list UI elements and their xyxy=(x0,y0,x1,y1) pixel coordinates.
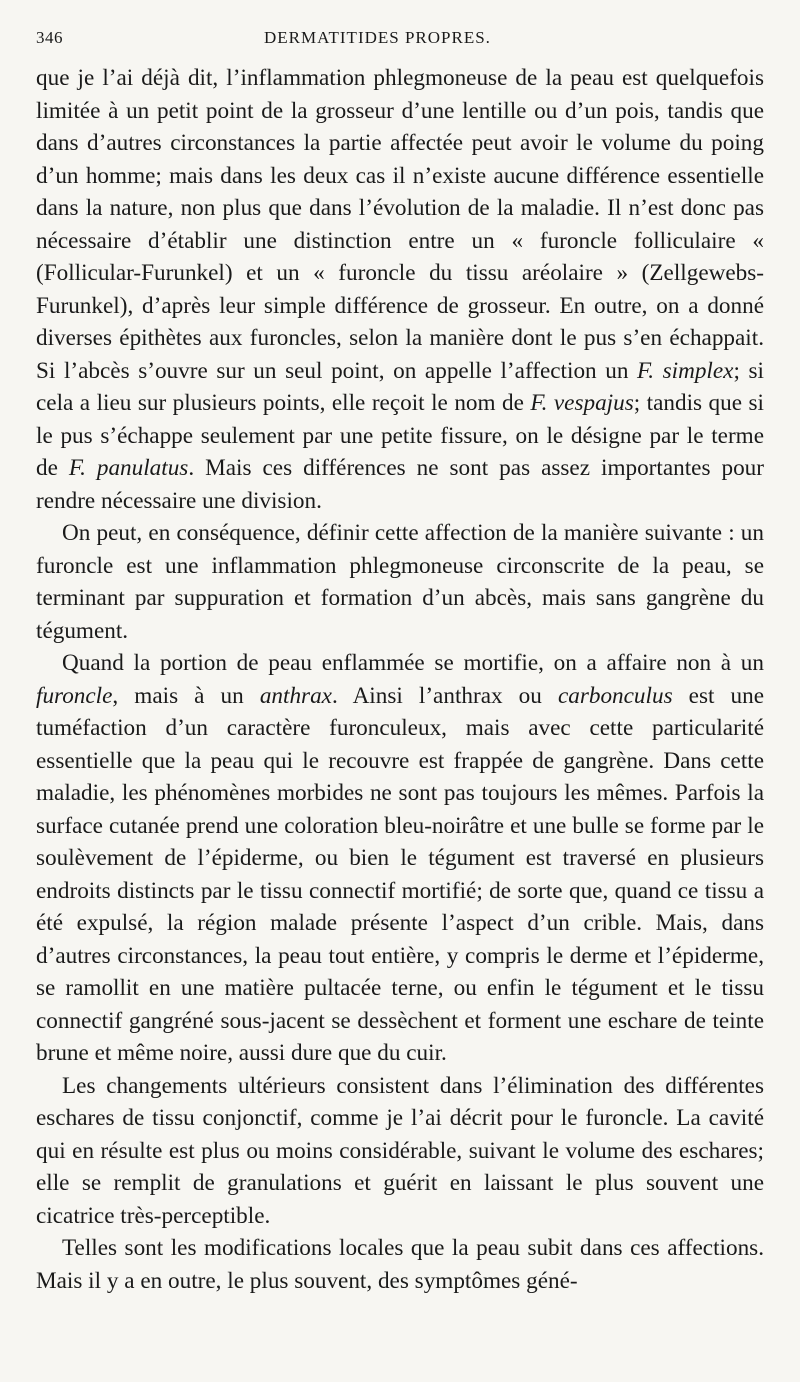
text-run: Les changements ultérieurs consistent dans l’élimination des différentes eschares de tissu conjonctif, comme je l’ai décrit pour le furoncle. La cavité qui en résulte est plus ou moins considérable, suivant le volume des eschares; elle se remplit de granulations et guérit en laissant le plus souvent une cicatrice très-perceptible. xyxy=(36,1072,764,1229)
italic-term: F. panulatus xyxy=(68,455,189,481)
running-head xyxy=(36,28,764,62)
text-run: . Mais ces différences ne sont pas assez importantes pour rendre nécessaire une division. xyxy=(36,455,764,514)
text-run: , mais à un xyxy=(112,682,260,709)
paragraph xyxy=(36,517,764,647)
italic-term: F. simplex xyxy=(637,357,734,384)
italic-term: furoncle xyxy=(36,682,113,709)
text-run: . Ainsi l’anthrax ou xyxy=(331,682,558,709)
text-run: Quand la portion de peau enflammée se mortifie, on a affaire non à un xyxy=(62,650,764,676)
paragraph xyxy=(36,1232,764,1297)
text-run: On peut, en conséquence, définir cette affection de la manière suivante : un furoncle est une inflammation phlegmoneuse circonscrite de la peau, se terminant par suppuration et formation d’un abcès, mais sans gangrène du tégument. xyxy=(36,520,764,644)
text-run: que je l’ai déjà dit, l’inflammation phlegmoneuse de la peau est quelquefois limitée à un petit point de la grosseur d’une lentille ou d’un pois, tandis que dans d’autres circonstances la partie affectée peut avoir le volume du poing d’un homme; mais dans les deux cas il n’existe aucune différence essentielle dans la nature, non plus que dans l’évolution de la maladie. Il n’est donc pas nécessaire d’établir une distinction entre un « furoncle folliculaire « (Follicular-Furunkel) et un « furoncle du tissu aréolaire » (Zellgewebs-Furunkel), d’après leur simple différence de grosseur. En outre, on a donné diverses épithètes aux furoncles, selon la manière dont le pus s’en échappait. Si l’abcès s’ouvre sur un seul point, on appelle l’affection un xyxy=(36,65,764,384)
text-run: ; tandis que si le pus s’échappe seulement par une petite fissure, on le désigne par le terme de xyxy=(36,390,764,481)
text-run: est une tuméfaction d’un caractère furonculeux, mais avec cette particularité essentielle que la peau qui le recouvre est frappée de gangrène. Dans cette maladie, les phénomènes morbides ne sont pas toujours les mêmes. Parfois la surface cutanée prend une coloration bleu-noirâtre et une bulle se forme par le soulèvement de l’épiderme, ou bien le tégument est traversé en plusieurs endroits distincts par le tissu connectif mortifié; de sorte que, quand ce tissu a été expulsé, la région malade présente l’aspect d’un crible. Mais, dans d’autres circonstances, la peau tout entière, y compris le derme et l’épiderme, se ramollit en une matière pultacée terne, ou enfin le tégument et le tissu connectif gangréné sous-jacent se dessèchent et forment une eschare de teinte brune et même noire, aussi dure que du cuir. xyxy=(36,682,764,1066)
body-text xyxy=(36,62,764,1297)
italic-term: anthrax xyxy=(259,682,332,709)
text-run: Telles sont les modifications locales que la peau subit dans ces affections. Mais il y a en outre, le plus souvent, des symptômes géné- xyxy=(36,1235,764,1294)
italic-term: F. vespajus xyxy=(530,390,634,416)
italic-term: carbonculus xyxy=(557,682,673,709)
running-title: DERMATITIDES PROPRES. xyxy=(264,28,491,47)
paragraph xyxy=(36,62,764,517)
page-number: 346 xyxy=(36,28,63,47)
text-run: ; si cela a lieu sur plusieurs points, elle reçoit le nom de xyxy=(36,357,764,416)
paragraph xyxy=(36,647,764,1070)
paragraph xyxy=(36,1070,764,1233)
